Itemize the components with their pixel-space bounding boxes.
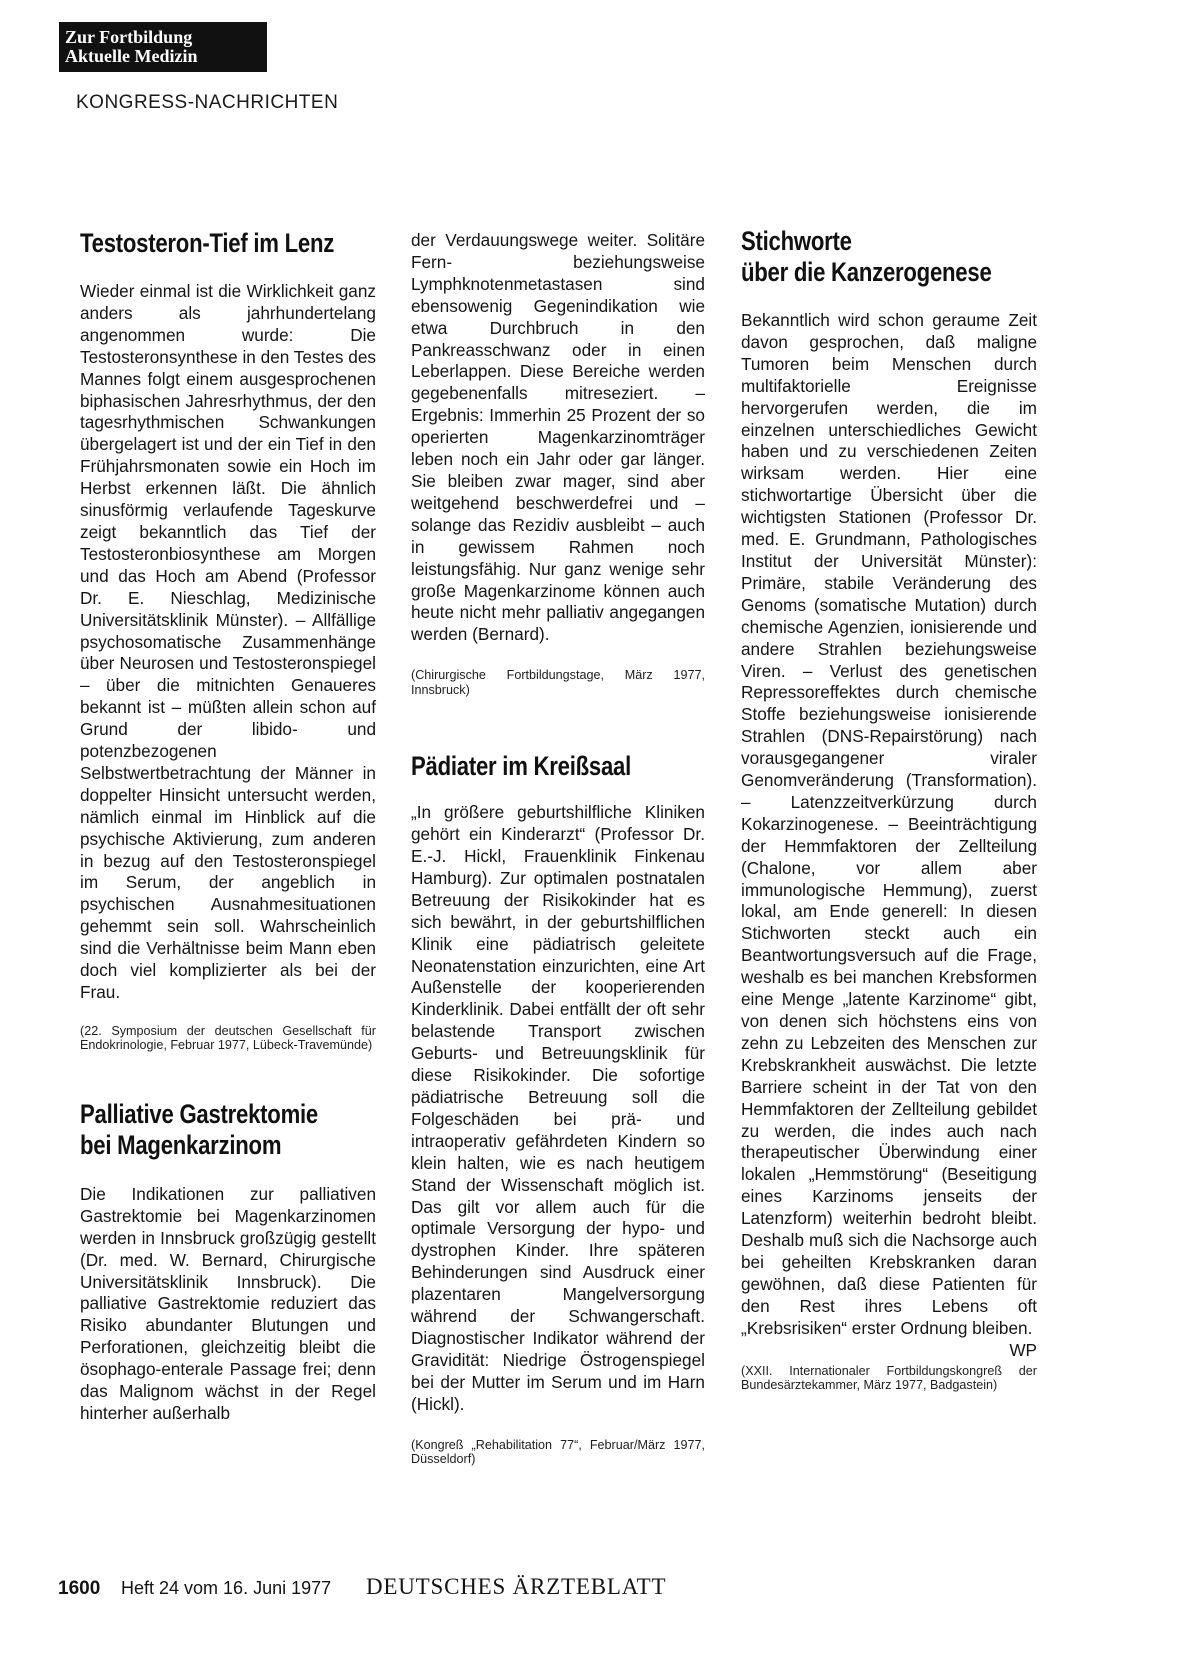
kanzerogenese-source: (XXII. Internationaler Fortbildungskongreß der Bundesärztekammer, März 1977, Badgastein)	[741, 1363, 1037, 1393]
paediater-body: „In größere geburtshilfliche Kliniken gehört ein Kinderarzt“ (Professor Dr. E.-J. Hickl, Frauenklinik Finkenau Hamburg). Zur optimalen postnatalen Betreuung der Risikokinder hat es sich bewährt, in der geburtshilflichen Klinik eine pädiatrisch geleitete Neonatenstation einzurichten, eine Art Außenstelle der kooperierenden Kinderklinik. Dabei entfällt der oft sehr belastende Transport zwischen Geburts- und Betreuungsklinik für diese Risikokinder. Die sofortige pädiatrische Betreuung soll die Folgeschäden bei prä- und intraoperativ gefährdeten Kindern so klein halten, wie es nach heutigem Stand der Wissenschaft möglich ist. Das gilt vor allem auch für die optimale Versorgung der hypo- und dystrophen Kinder. Ihre späteren Behinderungen sind Ausdruck einer plazentaren Mangelversorgung während der Schwangerschaft. Diagnostischer Indikator während der Gravidität: Niedrige Östrogenspiegel bei der Mutter im Serum und im Harn (Hickl).	[411, 802, 705, 1414]
kicker-line-2: Aktuelle Medizin	[65, 46, 198, 66]
paediater-title: Pädiater im Kreißsaal	[411, 751, 632, 782]
column-3	[741, 226, 1037, 1393]
column-2	[411, 230, 705, 1467]
testosteron-body: Wieder einmal ist die Wirklichkeit ganz anders als jahrhundertelang angenommen wurde: Die Testosteronsynthese in den Testes des Mannes folgt einem ausgesprochenen biphasischen Jahresrhythmus, der den tagesrhythmischen Schwankungen übergelagert ist und der ein Tief in den Frühjahrsmonaten sowie ein Hoch im Herbst erkennen läßt. Die ähnlich sinusförmig verlaufende Tageskurve zeigt bekanntlich das Tief der Testosteronbiosynthese am Morgen und das Hoch am Abend (Professor Dr. E. Nieschlag, Medizinische Universitätsklinik Münster). – Allfällige psychosomatische Zusammenhänge über Neurosen und Testosteronspiegel – über die mitnichten Genaueres bekannt ist – müßten allein schon auf Grund der libido- und potenzbezogenen Selbstwertbetrachtung der Männer in doppelter Hinsicht untersucht werden, nämlich einmal im Hinblick auf die psychische Aktivierung, zum anderen in bezug auf den Testosteronspiegel im Serum, der angeblich in psychischen Ausnahmesituationen gehemmt sein soll. Wahrscheinlich sind die Verhältnisse beim Mann eben doch viel komplizierter als bei der Frau.	[80, 281, 376, 1002]
kanzerogenese-body-text: Bekanntlich wird schon geraume Zeit davon gesprochen, daß maligne Tumoren beim Menschen durch multifaktorielle Ereignisse hervorgerufen werden, die im einzelnen unterschiedliches Gewicht haben und zu verschiedenen Zeiten wirksam werden. Hier eine stichwortartige Übersicht über die wichtigsten Stationen (Professor Dr. med. E. Grundmann, Pathologisches Institut der Universität Münster): Primäre, stabile Veränderung des Genoms (somatische Mutation) durch chemische Agenzien, ionisierende und andere Strahlen beziehungsweise Viren. – Verlust des genetischen Repressoreffektes durch chemische Stoffe beziehungsweise ionisierende Strahlen (DNS-Repairstörung) nach vorausgegangener viraler Genomveränderung (Transformation). – Latenzzeitverkürzung durch Kokarzinogenese. – Beeinträchtigung der Hemmfaktoren der Zellteilung (Chalone, vor allem aber immunologische Hemmung), zuerst lokal, am Ende generell: In diesen Stichworten steckt auch ein Beantwortungsversuch auf die Frage, weshalb es bei manchen Krebsformen eine Menge „latente Karzinome“ gibt, von denen sich höchstens eins von zehn zu Lebzeiten des Menschen zur Krebskrankheit auswächst. Die letzte Barriere scheint in der Tat von den Hemmfaktoren der Zellteilung gebildet zu werden, die indes auch nach therapeutischer Überwindung einer lokalen „Hemmstörung“ (Beseitigung eines Karzinoms jenseits der Latenzform) weiterhin bedroht bleibt. Deshalb muß sich die Nachsorge auch bei geheilten Krebskranken daran gewöhnen, daß diese Patienten für den Rest ihres Lebens oft „Krebsrisiken“ erster Ordnung bleiben.	[741, 310, 1037, 1338]
testosteron-source: (22. Symposium der deutschen Gesellschaft für Endokrinologie, Februar 1977, Lübeck-Travemünde)	[80, 1023, 376, 1053]
column-1	[80, 228, 376, 1425]
kanzerogenese-signature: WP	[1009, 1339, 1037, 1360]
kicker-box	[59, 22, 267, 72]
issue-info: Heft 24 vom 16. Juni 1977	[121, 1578, 332, 1598]
paediater-source: (Kongreß „Rehabilitation 77“, Februar/März 1977, Düsseldorf)	[411, 1437, 705, 1467]
kicker-line-1: Zur Fortbildung	[65, 27, 193, 47]
gastrektomie-title-line-1: Palliative Gastrektomie	[80, 1098, 319, 1129]
page-number: 1600	[58, 1578, 101, 1599]
kanzerogenese-title-line-1: Stichworte	[741, 226, 852, 256]
gastrektomie-title	[80, 1099, 376, 1161]
gastrektomie-body-part-1: Die Indikationen zur palliativen Gastrektomie bei Magenkarzinomen werden in Innsbruck großzügig gestellt (Dr. med. W. Bernard, Chirurgische Universitätsklinik Innsbruck). Die palliative Gastrektomie reduziert das Risiko abundanter Blutungen und Perforationen, gleichzeitig bleibt die ösophago-enterale Passage frei; denn das Malignom wächst in der Regel hinterher außerhalb	[80, 1183, 376, 1423]
gastrektomie-title-line-2: bei Magenkarzinom	[80, 1129, 282, 1160]
gastrektomie-body-part-2: der Verdauungswege weiter. Solitäre Fern- beziehungsweise Lymphknotenmetastasen sind ebensowenig Gegenindikation wie etwa Durchbruch in den Pankreasschwanz oder in einen Leberlappen. Diese Bereiche werden gegebenenfalls mitreseziert. – Ergebnis: Immerhin 25 Prozent der so operierten Magenkarzinomträger leben noch ein Jahr oder gar länger. Sie bleiben zwar mager, sind aber weitgehend beschwerdefrei und – solange das Rezidiv ausbleibt – auch in gewissem Rahmen noch leistungsfähig. Nur ganz wenige sehr große Magenkarzinome können auch heute nicht mehr palliativ angegangen werden (Bernard).	[411, 230, 705, 645]
section-label: KONGRESS-NACHRICHTEN	[76, 92, 339, 113]
kanzerogenese-body	[741, 310, 1037, 1360]
gastrektomie-source: (Chirurgische Fortbildungstage, März 1977, Innsbruck)	[411, 668, 705, 697]
kanzerogenese-title	[741, 226, 1037, 288]
kanzerogenese-title-line-2: über die Kanzerogenese	[741, 257, 992, 287]
testosteron-title: Testosteron-Tief im Lenz	[80, 228, 335, 258]
journal-name: DEUTSCHES ÄRZTEBLATT	[366, 1574, 667, 1599]
